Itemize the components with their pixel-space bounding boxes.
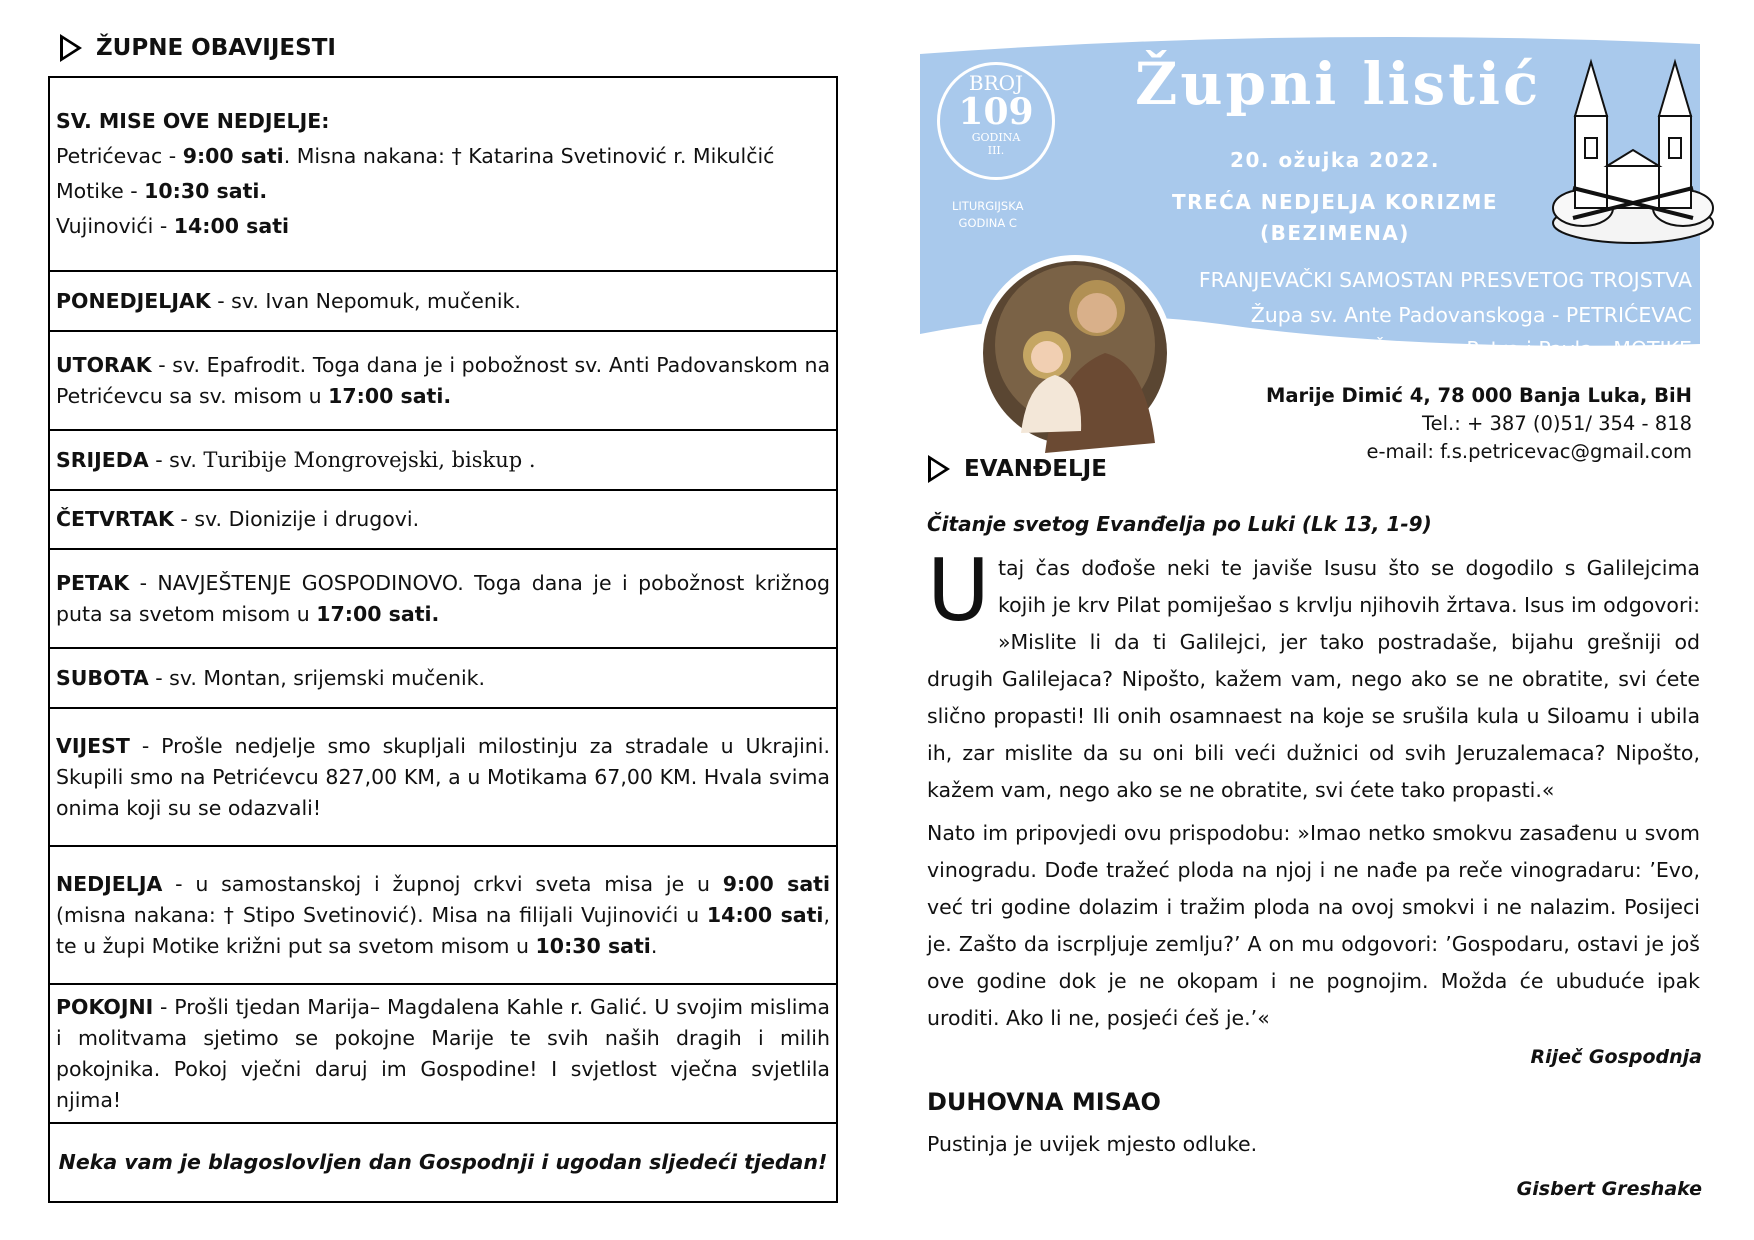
parish-2: Župa sv. Petra i Pavla - MOTIKE [1373,337,1692,361]
sunday-name: TREĆA NEDJELJA KORIZME [1171,190,1499,214]
gospel-reference: Čitanje svetog Evanđelja po Luki (Lk 13, 1-9) [927,512,1432,536]
gospel-heading [928,455,1107,483]
misao-title: DUHOVNA MISAO [927,1088,1161,1116]
day-label: PETAK [56,570,130,595]
sunday-time-3: 10:30 sati [535,933,651,958]
closing-text: Neka vam je blagoslovljen dan Gospodnji i ugodan sljedeći tjedan! [58,1150,828,1174]
email-link[interactable]: e-mail: f.s.petricevac@gmail.com [1366,440,1692,463]
day-label: ČETVRTAK [56,507,174,531]
drop-cap: U [927,541,990,641]
mass-intention-1: . Misna nakana: † Katarina Svetinović r. Mikulčić [283,144,775,168]
notice-thursday [50,491,836,550]
friary-name: FRANJEVAČKI SAMOSTAN PRESVETOG TROJSTVA [1198,268,1692,292]
notice-tuesday [50,332,836,431]
issue-badge [937,62,1055,180]
gospel-p1-text: taj čas dođoše neki te javiše Isusu što se dogodilo s Galilejcima kojih je krv Pilat pomiješao s krvlju njihovih žrtava. Isus im odgovori: »Mislite li da ti Galilejci, jer tako postradaše, bijahu grešniji od drugih Galilejaca? Nipošto, kažem vam, nego ako se ne obratite, svi ćete slično propasti! Ili onih osamnaest na koje se srušila kula u Siloamu i ubila ih, zar mislite da su oni bili veći dužnici od svih Jeruzalemaca? Nipošto, kažem vam, nego ako se ne obratite, svi ćete tako propasti.« [927,556,1700,802]
church-logo-icon [1543,58,1723,246]
notice-saturday [50,649,836,709]
day-prefix: - sv. [148,447,204,472]
saint-anthony-icon [975,253,1175,453]
gospel-paragraph-1 [927,541,1700,809]
day-label: PONEDJELJAK [56,288,211,313]
sunday-text-1: - u samostanskoj i župnoj crkvi sveta misa je u [162,871,723,896]
misao-text: Pustinja je uvijek mjesto odluke. [927,1132,1258,1156]
notice-news [50,709,836,847]
newsletter-title: Župni listić [1135,50,1542,118]
notices-title: ŽUPNE OBAVIJESTI [96,35,336,61]
notices-heading [60,34,336,62]
notice-masses [50,78,836,272]
day-text: - sv. Epafrodit. Toga dana je i pobožnost sv. Anti Padovanskom na Petrićevcu sa sv. misom u [56,352,830,408]
gospel-signature: Riječ Gospodnja [1530,1046,1702,1068]
day-label: UTORAK [56,352,152,377]
mass-time-1: 9:00 sati [182,144,284,168]
sunday-subtitle: (BEZIMENA) [1260,221,1410,245]
deceased-text: - Prošli tjedan Marija– Magdalena Kahle r. Galić. U svojim mislima i molitvama sjetimo se pokojne Marije te svih naših dragih i milih pokojnika. Pokoj vječni daruj im Gospodine! I svjetlost vječna svjetlila njima! [56,994,830,1112]
liturgical-year [952,198,1023,232]
news-label: VIJEST [56,733,130,758]
notice-monday [50,272,836,332]
mass-place-3: Vujinovići - [56,214,174,238]
day-text: - sv. Ivan Nepomuk, mučenik. [210,288,521,313]
day-label: SUBOTA [56,665,149,690]
sunday-time-1: 9:00 sati [722,871,830,896]
sunday-text-2: (misna nakana: † Stipo Svetinović). Misa na filijali Vujinovići u [56,902,707,927]
liturgical-line-1: LITURGIJSKA [952,199,1024,213]
day-text: - NAVJEŠTENJE GOSPODINOVO. Toga dana je i pobožnost križnog puta sa svetom misom u [56,570,830,626]
gospel-title: EVANĐELJE [964,456,1107,482]
gospel-text [927,541,1700,1043]
triangle-icon [60,34,82,62]
mass-time-3: 14:00 sati [173,214,290,238]
notice-wednesday [50,431,836,491]
badge-year: III. [987,144,1005,157]
triangle-icon [928,455,950,483]
closing-blessing [50,1124,836,1201]
day-time: 17:00 sati. [316,601,440,626]
notice-friday [50,550,836,649]
day-text: - sv. Dionizije i drugovi. [173,507,420,531]
day-time: 17:00 sati. [328,383,452,408]
issue-date: 20. ožujka 2022. [1230,148,1440,172]
contact-info [1266,382,1692,466]
badge-label: BROJ [968,71,1024,95]
phone: Tel.: + 387 (0)51/ 354 - 818 [1421,412,1692,435]
mass-place-2: Motike - [56,179,145,203]
parish-1: Župa sv. Ante Padovanskoga - PETRIĆEVAC [1250,303,1692,327]
day-label: NEDJELJA [56,871,163,896]
day-label: SRIJEDA [56,447,149,472]
deceased-label: POKOJNI [56,994,154,1019]
notices-table [48,76,838,1203]
sunday-time-2: 14:00 sati [706,902,824,927]
notice-sunday [50,847,836,985]
badge-year-label: GODINA [971,131,1021,144]
badge-number: 109 [958,91,1034,133]
masses-heading: SV. MISE OVE NEDJELJE: [56,109,330,133]
news-text: - Prošle nedjelje smo skupljali milostinju za stradale u Ukrajini. Skupili smo na Petrićevcu 827,00 KM, a u Motikama 67,00 KM. Hvala svima onima koji su se odazvali! [56,733,830,820]
mass-time-2: 10:30 sati. [144,179,268,203]
notice-deceased [50,985,836,1124]
day-text: - sv. Montan, srijemski mučenik. [148,665,486,690]
sunday-text-3: , te u župi Motike križni put sa svetom misom u [56,902,830,958]
liturgical-line-2: GODINA C [958,216,1017,230]
sunday-text-4: . [650,933,658,958]
address: Marije Dimić 4, 78 000 Banja Luka, BiH [1265,384,1692,407]
mass-place-1: Petrićevac - [56,144,183,168]
misao-author: Gisbert Greshake [1516,1178,1702,1200]
day-text: Turibije Mongrovejski, biskup . [203,447,536,472]
gospel-paragraph-2: Nato im pripovjedi ovu prispodobu: »Imao netko smokvu zasađenu u svom vinogradu. Dođe tražeć ploda na njoj i ne nađe pa reče vinogradaru: ’Evo, već tri godine dolazim i tražim ploda na ovoj smokvi i ne nalazim. Posijeci je. Zašto da iscrpljuje zemlju?’ A on mu odgovori: ’Gospodaru, ostavi je još ove godine dok je ne okopam i ne pognojim. Možda će ubuduće ipak uroditi. Ako li ne, posjeći ćeš je.’« [927,821,1700,1030]
